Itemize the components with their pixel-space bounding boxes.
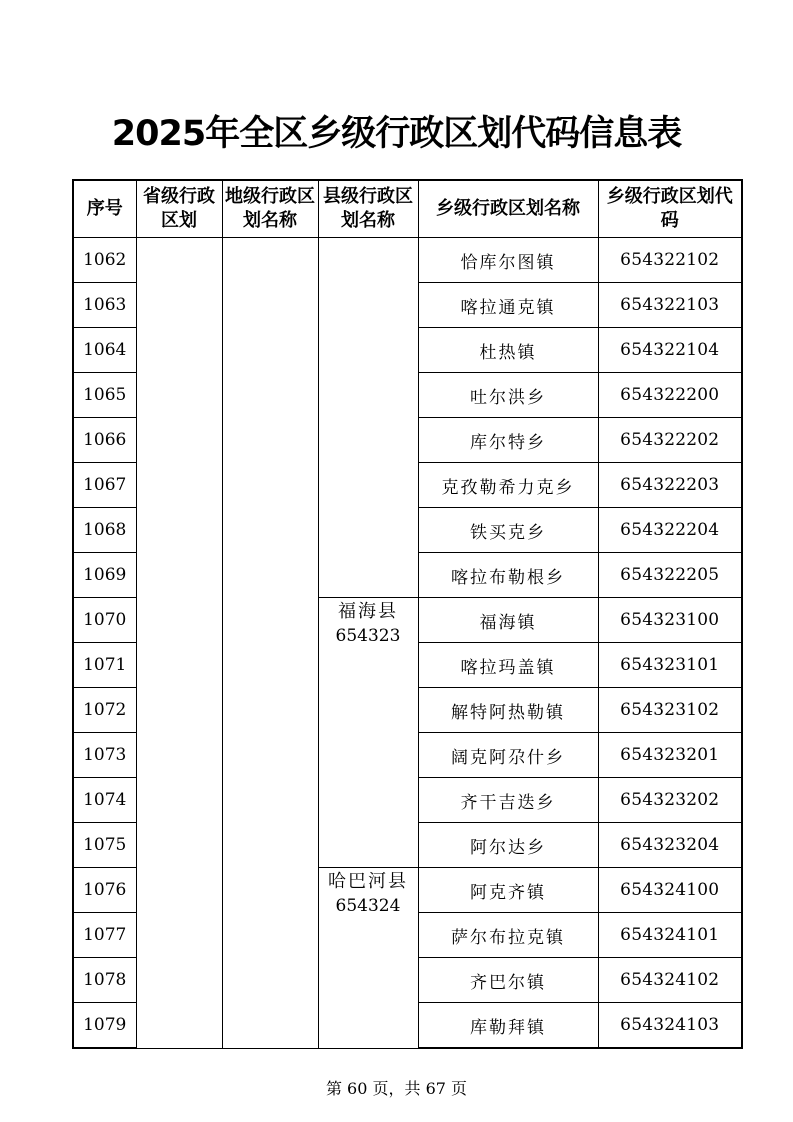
seq-cell: 1067 [73,463,136,508]
township-name-cell: 齐巴尔镇 [418,958,598,1003]
header-seq: 序号 [73,180,136,238]
township-code-cell: 654324101 [598,913,742,958]
township-name-cell: 喀拉通克镇 [418,283,598,328]
table-header-row [73,180,742,238]
township-code-cell: 654324103 [598,1003,742,1049]
county-cell-previous [318,238,418,598]
county-name: 哈巴河县 [328,871,408,892]
township-code-cell: 654322200 [598,373,742,418]
seq-cell: 1071 [73,643,136,688]
seq-cell: 1066 [73,418,136,463]
seq-cell: 1074 [73,778,136,823]
seq-cell: 1078 [73,958,136,1003]
seq-cell: 1065 [73,373,136,418]
seq-cell: 1068 [73,508,136,553]
seq-cell: 1079 [73,1003,136,1049]
township-code-cell: 654323101 [598,643,742,688]
township-code-cell: 654323100 [598,598,742,643]
township-name-cell: 阿克齐镇 [418,868,598,913]
seq-cell: 1064 [73,328,136,373]
seq-cell: 1070 [73,598,136,643]
township-name-cell: 萨尔布拉克镇 [418,913,598,958]
seq-cell: 1073 [73,733,136,778]
township-name-cell: 库尔特乡 [418,418,598,463]
header-prefecture: 地级行政区划名称 [222,180,318,238]
county-code: 654324 [335,896,401,916]
township-code-cell: 654322103 [598,283,742,328]
township-name-cell: 福海镇 [418,598,598,643]
township-name-cell: 喀拉玛盖镇 [418,643,598,688]
township-name-cell: 阔克阿尕什乡 [418,733,598,778]
township-name-cell: 库勒拜镇 [418,1003,598,1049]
seq-cell: 1076 [73,868,136,913]
seq-cell: 1075 [73,823,136,868]
township-code-cell: 654324102 [598,958,742,1003]
table-row [73,238,742,283]
township-code-cell: 654322204 [598,508,742,553]
township-code-cell: 654322104 [598,328,742,373]
header-county: 县级行政区划名称 [318,180,418,238]
document-title: 2025年全区乡级行政区划代码信息表 [111,114,682,154]
township-name-cell: 喀拉布勒根乡 [418,553,598,598]
seq-cell: 1062 [73,238,136,283]
seq-cell: 1063 [73,283,136,328]
township-name-cell: 铁买克乡 [418,508,598,553]
page-footer: 第 60 页，共 67 页 [325,1079,468,1098]
township-code-cell: 654323202 [598,778,742,823]
township-code-cell: 654322205 [598,553,742,598]
province-cell [136,238,222,1049]
header-province: 省级行政区划 [136,180,222,238]
header-township-name: 乡级行政区划名称 [418,180,598,238]
seq-cell: 1072 [73,688,136,733]
township-name-cell: 克孜勒希力克乡 [418,463,598,508]
township-name-cell: 杜热镇 [418,328,598,373]
county-code: 654323 [335,626,401,646]
township-code-cell: 654322202 [598,418,742,463]
header-township-code: 乡级行政区划代码 [598,180,742,238]
seq-cell: 1077 [73,913,136,958]
township-name-cell: 阿尔达乡 [418,823,598,868]
prefecture-cell [222,238,318,1049]
township-name-cell: 齐干吉迭乡 [418,778,598,823]
township-code-cell: 654324100 [598,868,742,913]
county-cell [318,868,418,1049]
county-cell [318,598,418,868]
division-code-table [72,179,743,1049]
township-code-cell: 654323201 [598,733,742,778]
township-code-cell: 654322102 [598,238,742,283]
seq-cell: 1069 [73,553,136,598]
township-code-cell: 654323204 [598,823,742,868]
county-name: 福海县 [338,601,398,622]
township-name-cell: 解特阿热勒镇 [418,688,598,733]
township-name-cell: 恰库尔图镇 [418,238,598,283]
township-code-cell: 654322203 [598,463,742,508]
township-name-cell: 吐尔洪乡 [418,373,598,418]
township-code-cell: 654323102 [598,688,742,733]
